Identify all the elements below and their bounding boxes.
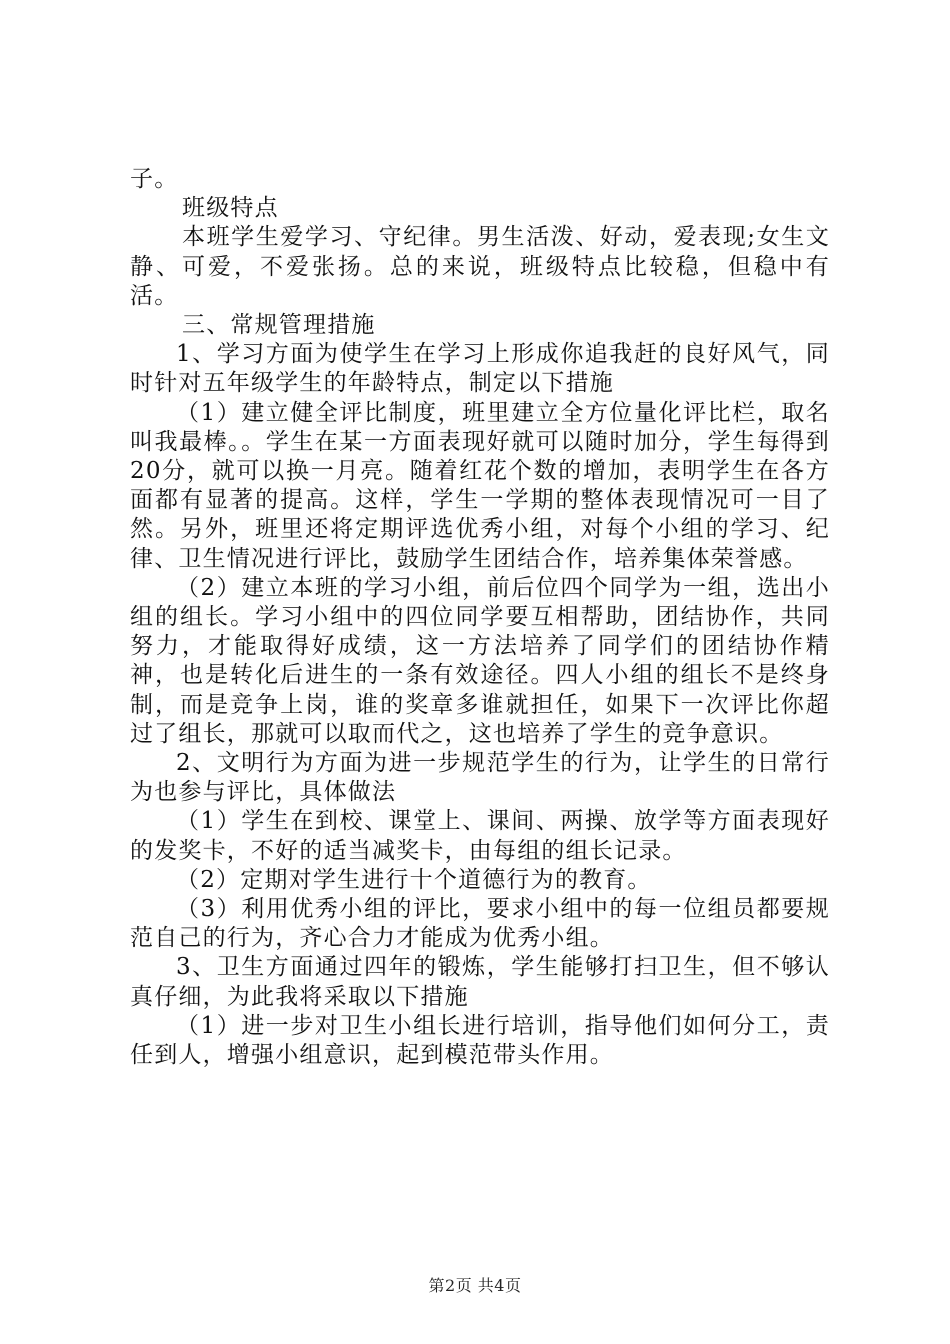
paragraph-study-measure-2: （2）建立本班的学习小组，前后位四个同学为一组，选出小组的组长。学习小组中的四位同学要互相帮助，团结协作，共同努力，才能取得好成绩，这一方法培养了同学们的团结协作精神，也是转化后进生的一条有效途径。四人小组的组长不是终身制，而是竞争上岗，谁的奖章多谁就担任，如果下一次评比你超过了组长，那就可以取而代之，这也培养了学生的竞争意识。 <box>130 574 830 747</box>
paragraph-hygiene-measures: 3、卫生方面通过四年的锻炼，学生能够打扫卫生，但不够认真仔细，为此我将采取以下措施 <box>130 954 830 1010</box>
paragraph-continuation: 子。 <box>130 166 179 192</box>
section-heading-routine-management: 三、常规管理措施 <box>182 312 376 339</box>
section-heading-class-traits: 班级特点 <box>182 195 279 222</box>
paragraph-behavior-measure-1: （1）学生在到校、课堂上、课间、两操、放学等方面表现好的发奖卡，不好的适当减奖卡，由每组的组长记录。 <box>130 808 830 864</box>
paragraph-hygiene-measure-1: （1）进一步对卫生小组长进行培训，指导他们如何分工，责任到人，增强小组意识，起到模范带头作用。 <box>130 1012 830 1069</box>
document-body <box>130 165 830 1070</box>
paragraph-study-measure-1: （1）建立健全评比制度，班里建立全方位量化评比栏，取名叫我最棒。。学生在某一方面表现好就可以随时加分，学生每得到20分，就可以换一月亮。随着红花个数的增加，表明学生在各方面都有显著的提高。这样，学生一学期的整体表现情况可一目了然。另外，班里还将定期评选优秀小组，对每个小组的学习、纪律、卫生情况进行评比，鼓励学生团结合作，培养集体荣誉感。 <box>130 399 830 572</box>
paragraph-behavior-measure-2: （2）定期对学生进行十个道德行为的教育。 <box>176 866 652 893</box>
paragraph-behavior-measure-3: （3）利用优秀小组的评比，要求小组中的每一位组员都要规范自己的行为，齐心合力才能成为优秀小组。 <box>130 896 830 952</box>
page-number-footer: 第2页 共4页 <box>428 1276 522 1295</box>
paragraph-behavior-measures: 2、文明行为方面为进一步规范学生的行为，让学生的日常行为也参与评比，具体做法 <box>130 750 830 806</box>
paragraph-class-traits: 本班学生爱学习、守纪律。男生活泼、好动，爱表现;女生文静、可爱，不爱张扬。总的来说，班级特点比较稳，但稳中有活。 <box>130 224 830 309</box>
paragraph-study-measures: 1、学习方面为使学生在学习上形成你追我赶的良好风气，同时针对五年级学生的年龄特点，制定以下措施 <box>130 341 830 397</box>
